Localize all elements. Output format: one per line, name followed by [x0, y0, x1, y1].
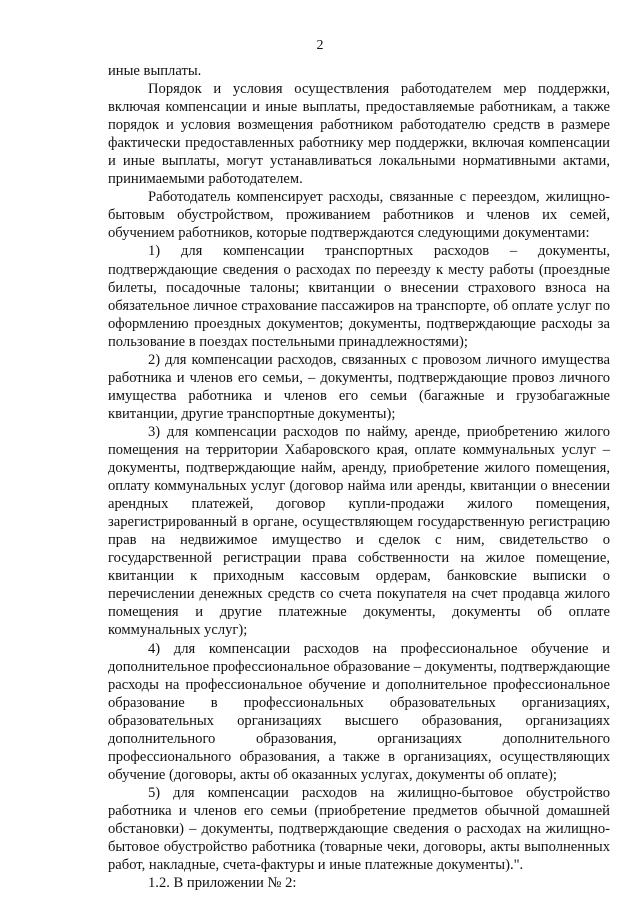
document-body: [108, 62, 610, 892]
list-item-household-arrangement: 5) для компенсации расходов на жилищно-бытовое обустройство работника и членов его семьи (приобретение предметов обычной домашней обстановки) – документы, подтверждающие сведения о расходах на жилищно-бытовое обустройство работника (товарные чеки, договоры, акты выполненных работ, накладные, счета-фактуры и иные платежные документы).".: [108, 784, 610, 874]
paragraph-continuation: иные выплаты.: [108, 63, 202, 79]
paragraph-employer-compensation: Работодатель компенсирует расходы, связанные с переездом, жилищно-бытовым обустройством, проживанием работников и членов их семей, обучением работников, которые подтверждаются следующими документами:: [108, 189, 610, 242]
list-item-housing-expenses: 3) для компенсации расходов по найму, аренде, приобретению жилого помещения на территории Хабаровского края, оплате коммунальных услуг – документы, подтверждающие найм, аренду, приобретение жилого помещения, оплату коммунальных услуг (договор найма или аренды, квитанции о внесении арендных платежей, договор купли-продажи жилого помещения, зарегистрированный в органе, осуществляющем государственную регистрацию прав на недвижимое имущество и сделок с ним, свидетельство о государственной регистрации права собственности на жилое помещение, квитанции к приходным кассовым ордерам, банковские выписки о перечислении денежных средств со счета покупателя на счет продавца жилого помещения и другие платежные документы, документы об оплате коммунальных услуг);: [108, 423, 610, 639]
paragraph-support-measures-order: Порядок и условия осуществления работодателем мер поддержки, включая компенсации и иные выплаты, предоставляемые работникам, а также порядок и условия возмещения работником работодателю средств в размере фактически предоставленных работнику мер поддержки, включая компенсации и иные выплаты, могут устанавливаться локальными нормативными актами, принимаемыми работодателем.: [108, 81, 610, 188]
list-item-training-expenses: 4) для компенсации расходов на профессиональное обучение и дополнительное профессиональное образование – документы, подтверждающие расходы на профессиональное обучение и дополнительное профессиональное образование в профессиональных образовательных организациях, образовательных организациях высшего образования, организациях дополнительного образования, организациях дополнительного профессионального образования, а также в организациях, осуществляющих обучение (договоры, акты об оказанных услугах, документы об оплате);: [108, 640, 610, 783]
list-item-transport-expenses: 1) для компенсации транспортных расходов – документы, подтверждающие сведения о расходах по переезду к месту работы (проездные билеты, посадочные талоны; квитанции о внесении страхового взноса на обязательное личное страхование пассажиров на транспорте, об оплате услуг по оформлению проездных документов; документы, подтверждающие расходы за пользование в поездах постельными принадлежностями);: [108, 243, 610, 350]
page-number: 2: [316, 38, 324, 53]
paragraph-section-1-2: 1.2. В приложении № 2:: [148, 875, 297, 892]
list-item-property-transport: 2) для компенсации расходов, связанных с провозом личного имущества работника и членов его семьи, – документы, подтверждающие провоз личного имущества работника и членов его семьи (багажные и грузобагажные квитанции, другие транспортные документы);: [108, 351, 610, 422]
